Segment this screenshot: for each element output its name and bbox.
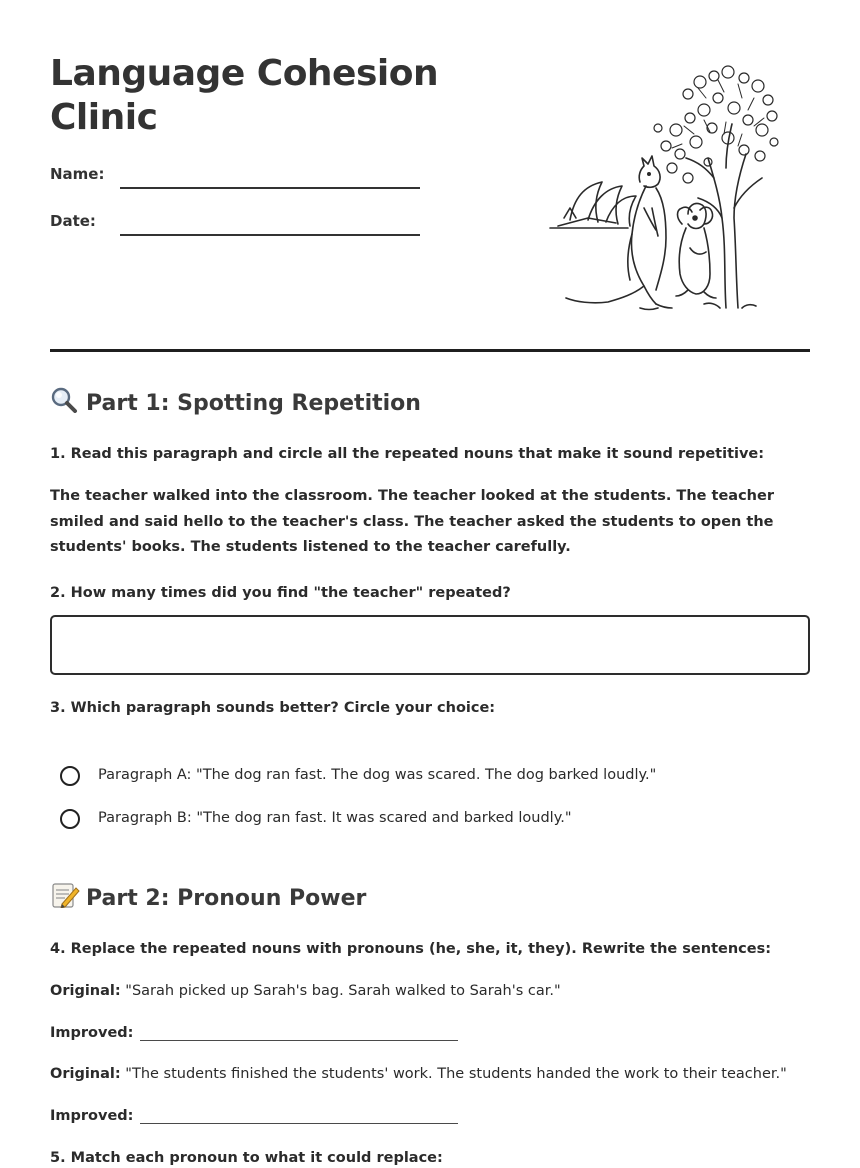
original-sentence-2 bbox=[50, 1064, 810, 1084]
improved-label: Improved: bbox=[50, 1108, 134, 1124]
question-1: 1. Read this paragraph and circle all the repeated nouns that make it sound repetitive: bbox=[50, 446, 765, 462]
date-label: Date: bbox=[50, 212, 96, 230]
memo-pencil-icon bbox=[50, 882, 80, 908]
worksheet-page bbox=[50, 0, 810, 1166]
original-label: Original: bbox=[50, 983, 121, 999]
name-write-line[interactable] bbox=[120, 187, 420, 189]
original-label: Original: bbox=[50, 1066, 121, 1082]
improved-sentence-1[interactable] bbox=[50, 1023, 810, 1043]
header-divider bbox=[50, 349, 810, 352]
part2-title: Part 2: Pronoun Power bbox=[86, 886, 367, 911]
original-text: "The students finished the students' work. The students handed the work to their teacher." bbox=[125, 1066, 787, 1082]
original-sentence-1 bbox=[50, 981, 810, 1001]
repetition-passage[interactable]: The teacher walked into the classroom. The teacher looked at the students. The teacher smiled and said hello to the teacher's class. The teacher asked the students to open the students' books. The students listened to the teacher carefully. bbox=[50, 488, 774, 555]
part1-title: Part 1: Spotting Repetition bbox=[86, 391, 421, 416]
part2-heading bbox=[50, 882, 366, 914]
question-2: 2. How many times did you find "the teacher" repeated? bbox=[50, 585, 511, 601]
name-label: Name: bbox=[50, 165, 105, 183]
date-field[interactable] bbox=[50, 211, 420, 237]
question-2-answer-box[interactable] bbox=[50, 615, 810, 675]
radio-circle[interactable] bbox=[60, 809, 80, 829]
choice-label: Paragraph B: "The dog ran fast. It was scared and barked loudly." bbox=[98, 810, 572, 826]
choice-paragraph-a[interactable] bbox=[60, 765, 800, 791]
improved-write-line[interactable] bbox=[140, 1040, 458, 1041]
kangaroo-koala-tree-illustration-icon bbox=[548, 58, 780, 314]
question-5: 5. Match each pronoun to what it could replace: bbox=[50, 1150, 443, 1166]
improved-label: Improved: bbox=[50, 1025, 134, 1041]
radio-circle[interactable] bbox=[60, 766, 80, 786]
magnifying-glass-icon bbox=[50, 387, 80, 413]
date-write-line[interactable] bbox=[120, 234, 420, 236]
page-title: Language Cohesion Clinic bbox=[50, 53, 439, 138]
choice-label: Paragraph A: "The dog ran fast. The dog was scared. The dog barked loudly." bbox=[98, 767, 657, 783]
question-4: 4. Replace the repeated nouns with pronouns (he, she, it, they). Rewrite the sentences: bbox=[50, 941, 772, 957]
choice-paragraph-b[interactable] bbox=[60, 808, 800, 834]
improved-write-line[interactable] bbox=[140, 1123, 458, 1124]
question-3: 3. Which paragraph sounds better? Circle your choice: bbox=[50, 700, 496, 716]
original-text: "Sarah picked up Sarah's bag. Sarah walked to Sarah's car." bbox=[125, 983, 561, 999]
name-field[interactable] bbox=[50, 164, 420, 190]
worksheet-header bbox=[50, 0, 810, 350]
part1-heading bbox=[50, 387, 421, 419]
improved-sentence-2[interactable] bbox=[50, 1106, 810, 1126]
